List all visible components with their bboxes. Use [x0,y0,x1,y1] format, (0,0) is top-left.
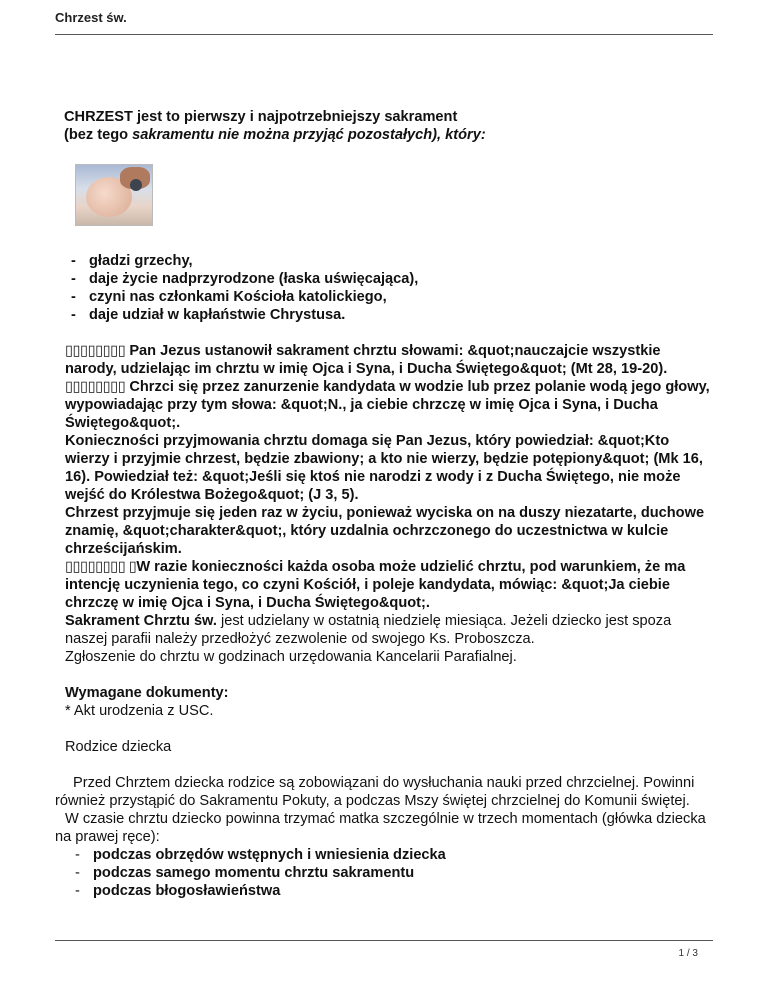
baptism-photo [75,164,153,226]
list-item: - daje życie nadprzyrodzone (łaska uświęcająca), [71,270,715,288]
parents-paragraph-2: W czasie chrztu dziecko powinna trzymać matka szczególnie w trzech momentach (główka dziecka na prawej ręce): [55,811,706,845]
parents-paragraph-1: Przed Chrztem dziecka rodzice są zobowiązani do wysłuchania nauki przed chrzcielnej. Powinni również przystąpić do Sakramentu Pokuty, a podczas Mszy świętej chrzcielnej do Komunii świętej. [55,775,695,809]
footer-divider [55,940,713,941]
list-item: - czyni nas członkami Kościoła katolickiego, [71,288,715,306]
parents-heading: Rodzice dziecka [65,739,172,755]
paragraph-institution: ▯▯▯▯▯▯▯▯ Pan Jezus ustanowił sakrament chrztu słowami: &quot;nauczajcie wszystkie narody, udzielając im chrztu w imię Ojca i Syna, i Ducha Świętego&quot; (Mt 28, 19-20). [65,343,668,377]
intro-line-2: (bez tego sakramentu nie można przyjąć pozostałych), który: [64,127,486,143]
paragraph-character: Chrzest przyjmuje się jeden raz w życiu, ponieważ wyciska on na duszy niezatarte, duchowe znamię, &quot;charakter&quot;, który uzdalnia ochrzczonego do uczestnictwa w kulcie chrześcijańskim. [65,505,705,557]
list-item: - podczas samego momentu chrztu sakramentu [75,864,715,882]
intro-italic: sakramentu nie można przyjąć pozostałych), który: [132,127,486,143]
intro-line-1: CHRZEST jest to pierwszy i najpotrzebniejszy sakrament [64,109,458,125]
page-number: 1 / 3 [678,948,698,959]
paragraph-schedule: Sakrament Chrztu św. jest udzielany w ostatnią niedzielę miesiąca. Jeżeli dziecko jest spoza naszej parafii należy przedłożyć zezwolenie od swojego Ks. Proboszcza. [65,613,672,647]
paragraph-registration: Zgłoszenie do chrztu w godzinach urzędowania Kancelarii Parafialnej. [65,649,517,665]
document-header-title: Chrzest św. [55,10,127,25]
moments-list [55,846,715,900]
header-divider [55,34,713,35]
list-item: - daje udział w kapłaństwie Chrystusa. [71,306,715,324]
paragraph-emergency: ▯▯▯▯▯▯▯▯ ▯W razie konieczności każda osoba może udzielić chrztu, pod warunkiem, że ma intencję uczynienia tego, co czyni Kościół, i poleje kandydata, mówiąc: &quot;Ja ciebie chrzczę w imię Ojca i Syna, i Ducha Świętego&quot;. [65,559,686,611]
list-item: - podczas błogosławieństwa [75,882,715,900]
paragraph-necessity: Konieczności przyjmowania chrztu domaga się Pan Jezus, który powiedział: &quot;Kto wierzy i przyjmie chrzest, będzie zbawiony; a kto nie wierzy, będzie potępiony&quot; (Mk 16, 16). Powiedział też: &quot;Jeśli się ktoś nie narodzi z wody i z Ducha Świętego, nie może wejść do Królestwa Bożego&quot; (J 3, 5). [65,433,703,503]
effects-list [55,252,715,324]
document-body [55,108,715,900]
list-item: - gładzi grzechy, [71,252,715,270]
list-item: - podczas obrzędów wstępnych i wniesienia dziecka [75,846,715,864]
documents-item: * Akt urodzenia z USC. [65,703,214,719]
documents-heading: Wymagane dokumenty: [65,685,229,701]
paragraph-rite: ▯▯▯▯▯▯▯▯ Chrzci się przez zanurzenie kandydata w wodzie lub przez polanie wodą jego głowy, wypowiadając przy tym słowa: &quot;N., ja ciebie chrzczę w imię Ojca i Syna, i Ducha Świętego&quot;. [65,379,710,431]
